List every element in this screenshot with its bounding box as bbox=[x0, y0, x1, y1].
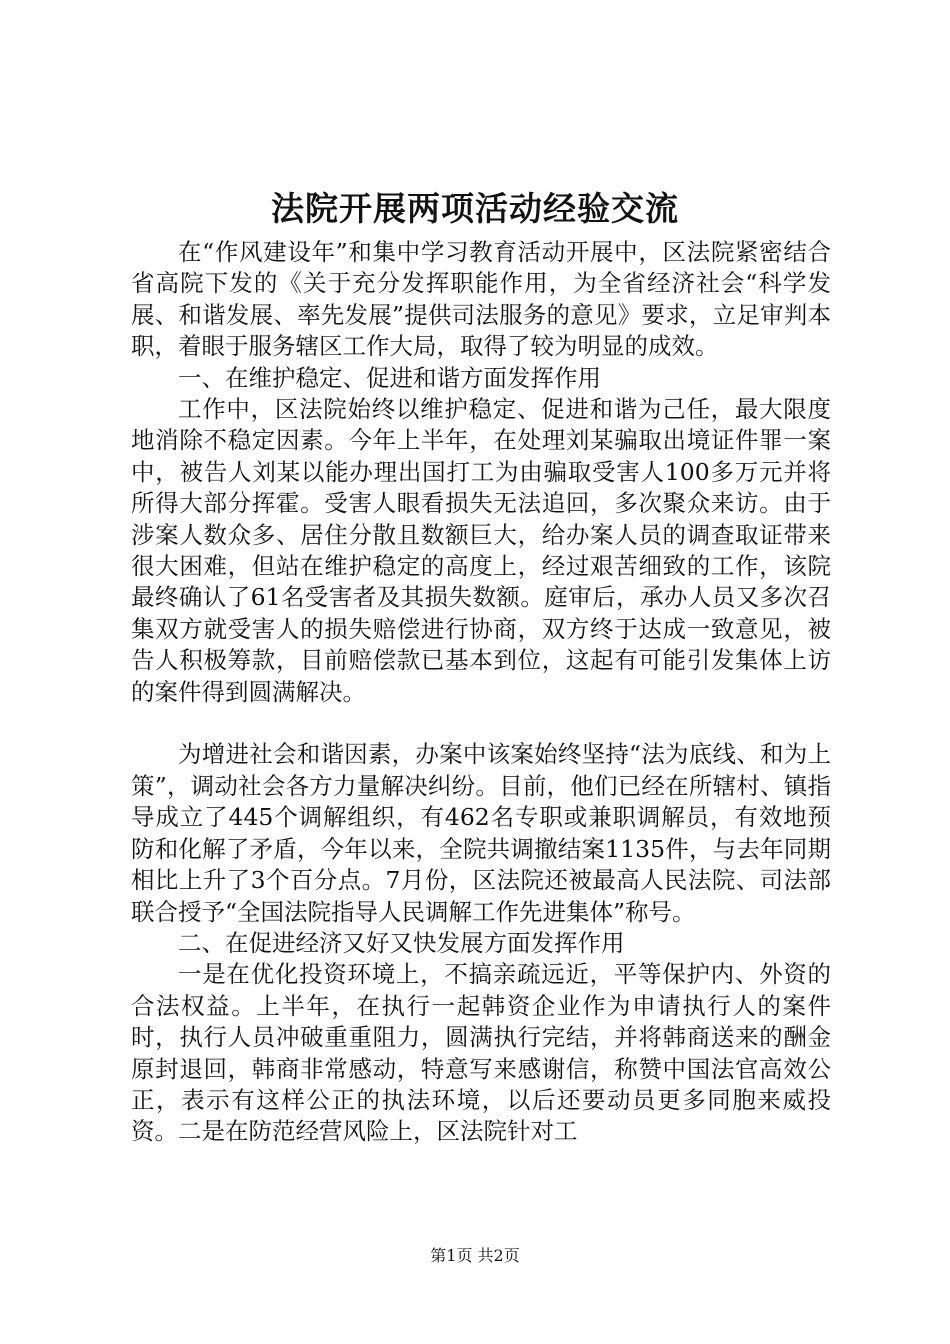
page-number-footer: 第1页 共2页 bbox=[430, 1246, 520, 1265]
body-paragraph-2: 为增进社会和谐因素，办案中该案始终坚持“法为底线、和为上策”，调动社会各方力量解决纠纷。目前，他们已经在所辖村、镇指导成立了445个调解组织，有462名专职或兼职调解员，有效地预防和化解了矛盾，今年以来，全院共调撤结案1135件，与去年同期相比上升了3个百分点。7月份，区法院还被最高人民法院、司法部联合授予“全国法院指导人民调解工作先进集体”称号。 bbox=[131, 740, 831, 926]
intro-paragraph: 在“作风建设年”和集中学习教育活动开展中，区法院紧密结合省高院下发的《关于充分发挥职能作用，为全省经济社会“科学发展、和谐发展、率先发展”提供司法服务的意见》要求，立足审判本职，着眼于服务辖区工作大局，取得了较为明显的成效。 bbox=[131, 238, 831, 361]
section-heading-2: 二、在促进经济又好又快发展方面发挥作用 bbox=[178, 928, 625, 957]
body-paragraph-3: 一是在优化投资环境上，不搞亲疏远近，平等保护内、外资的合法权益。上半年，在执行一起韩资企业作为申请执行人的案件时，执行人员冲破重重阻力，圆满执行完结，并将韩商送来的酬金原封退回，韩商非常感动，特意写来感谢信，称赞中国法官高效公正，表示有这样公正的执法环境，以后还要动员更多同胞来威投资。二是在防范经营风险上，区法院针对工 bbox=[131, 960, 831, 1146]
section-heading-1: 一、在维护稳定、促进和谐方面发挥作用 bbox=[178, 363, 601, 392]
document-title: 法院开展两项活动经验交流 bbox=[271, 189, 679, 228]
document-body bbox=[131, 237, 831, 1148]
body-paragraph-1: 工作中，区法院始终以维护稳定、促进和谐为己任，最大限度地消除不稳定因素。今年上半年，在处理刘某骗取出境证件罪一案中，被告人刘某以能办理出国打工为由骗取受害人100多万元并将所得大部分挥霍。受害人眼看损失无法追回，多次聚众来访。由于涉案人数众多、居住分散且数额巨大，给办案人员的调查取证带来很大困难，但站在维护稳定的高度上，经过艰苦细致的工作，该院最终确认了61名受害者及其损失数额。庭审后，承办人员又多次召集双方就受害人的损失赔偿进行协商，双方终于达成一致意见，被告人积极筹款，目前赔偿款已基本到位，这起有可能引发集体上访的案件得到圆满解决。 bbox=[131, 395, 831, 706]
